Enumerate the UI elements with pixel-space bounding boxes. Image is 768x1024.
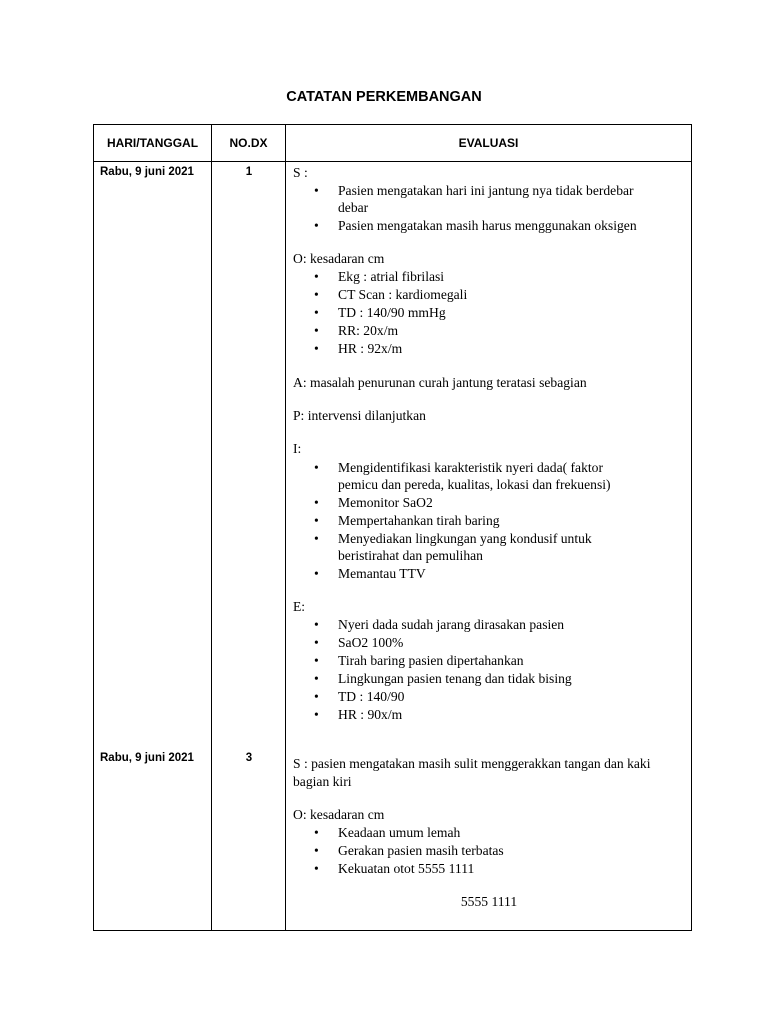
bullet-icon: • <box>314 689 319 704</box>
muscle-strength-value: 5555 1111 <box>460 894 518 909</box>
bullet-icon: • <box>314 531 319 546</box>
nodx-cell <box>212 162 286 931</box>
bullet-icon: • <box>314 183 319 198</box>
bullet-icon: • <box>314 861 319 876</box>
subjective-text: S : pasien mengatakan masih sulit menggerakkan tangan dan kaki bagian kiri <box>293 756 651 789</box>
bullet-icon: • <box>314 495 319 510</box>
bullet-icon: • <box>314 653 319 668</box>
objective-item: Gerakan pasien masih terbatas <box>338 843 504 858</box>
progress-notes-table <box>93 124 692 931</box>
evaluation-item: TD : 140/90 <box>338 689 405 704</box>
bullet-icon: • <box>314 323 319 338</box>
bullet-icon: • <box>314 635 319 650</box>
objective-item: RR: 20x/m <box>338 323 399 338</box>
bullet-icon: • <box>314 305 319 320</box>
evaluation-item: Lingkungan pasien tenang dan tidak bising <box>338 671 572 686</box>
bullet-icon: • <box>314 218 319 233</box>
intervention-item: Memantau TTV <box>338 566 426 581</box>
evaluation-item: HR : 90x/m <box>338 707 403 722</box>
bullet-icon: • <box>314 617 319 632</box>
subjective-item-continuation: debar <box>338 200 369 215</box>
evaluation-content <box>286 162 691 930</box>
row-2-date: Rabu, 9 juni 2021 <box>100 752 194 764</box>
intervention-item: Mempertahankan tirah baring <box>338 513 500 528</box>
table-header-row <box>94 125 692 162</box>
row-1-nodx: 1 <box>245 166 253 178</box>
objective-item: TD : 140/90 mmHg <box>338 305 446 320</box>
subjective-label: S : <box>293 165 308 180</box>
intervention-item-continuation: pemicu dan pereda, kualitas, lokasi dan frekuensi) <box>338 477 611 492</box>
bullet-icon: • <box>314 460 319 475</box>
bullet-icon: • <box>314 825 319 840</box>
row-2-nodx: 3 <box>245 752 253 764</box>
header-nodx: NO.DX <box>212 125 286 162</box>
bullet-icon: • <box>314 671 319 686</box>
header-date: HARI/TANGGAL <box>94 125 212 162</box>
evaluation-label: E: <box>293 599 306 614</box>
intervention-label: I: <box>293 441 302 456</box>
objective-item: CT Scan : kardiomegali <box>338 287 468 302</box>
evaluation-item: SaO2 100% <box>338 635 404 650</box>
evaluation-cell <box>286 162 692 931</box>
bullet-icon: • <box>314 269 319 284</box>
subjective-item: Pasien mengatakan hari ini jantung nya tidak berdebar <box>338 183 634 198</box>
objective-label: O: kesadaran cm <box>293 251 385 266</box>
objective-item: Ekg : atrial fibrilasi <box>338 269 445 284</box>
page-title: CATATAN PERKEMBANGAN <box>286 89 482 105</box>
bullet-icon: • <box>314 707 319 722</box>
objective-item: Kekuatan otot 5555 1111 <box>338 861 475 876</box>
evaluation-item: Nyeri dada sudah jarang dirasakan pasien <box>338 617 565 632</box>
objective-item: HR : 92x/m <box>338 341 403 356</box>
plan-text: P: intervensi dilanjutkan <box>293 408 426 423</box>
row-1-date: Rabu, 9 juni 2021 <box>100 166 194 178</box>
date-cell <box>94 162 212 931</box>
objective-label: O: kesadaran cm <box>293 807 385 822</box>
objective-item: Keadaan umum lemah <box>338 825 461 840</box>
intervention-item-continuation: beristirahat dan pemulihan <box>338 548 483 563</box>
bullet-icon: • <box>314 566 319 581</box>
assessment-text: A: masalah penurunan curah jantung teratasi sebagian <box>293 375 587 390</box>
intervention-item: Memonitor SaO2 <box>338 495 433 510</box>
evaluation-item: Tirah baring pasien dipertahankan <box>338 653 524 668</box>
bullet-icon: • <box>314 287 319 302</box>
bullet-icon: • <box>314 341 319 356</box>
bullet-icon: • <box>314 843 319 858</box>
bullet-icon: • <box>314 513 319 528</box>
header-evaluation: EVALUASI <box>286 125 692 162</box>
intervention-item: Mengidentifikasi karakteristik nyeri dada( faktor <box>338 460 603 475</box>
intervention-item: Menyediakan lingkungan yang kondusif untuk <box>338 531 592 546</box>
subjective-item: Pasien mengatakan masih harus menggunakan oksigen <box>338 218 637 233</box>
table-row <box>94 162 692 931</box>
